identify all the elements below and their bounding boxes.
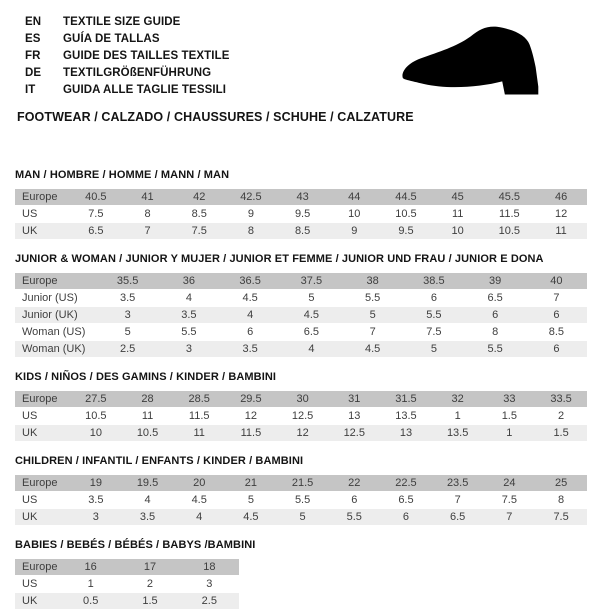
row-label: US	[22, 494, 38, 506]
row-label: US	[22, 410, 38, 422]
size-cell: 4.5	[281, 307, 342, 323]
size-section	[15, 455, 587, 526]
size-cell: 4.5	[225, 509, 277, 525]
row-label: Europe	[15, 559, 61, 575]
size-cell: 6	[247, 326, 254, 338]
size-cell: 30	[277, 391, 329, 407]
size-cell: 7.5	[426, 326, 442, 338]
row-label: US	[22, 208, 38, 220]
size-cell: 7.5	[88, 208, 104, 220]
size-cell: 36.5	[220, 273, 281, 289]
row-label: Junior (US)	[22, 292, 78, 304]
language-text: GUÍA DE TALLAS	[63, 33, 160, 45]
size-cell: 6.5	[70, 223, 122, 239]
section-title: BABIES / BEBÉS / BÉBÉS / BABYS /BAMBINI	[15, 539, 256, 551]
size-cell: 5	[277, 509, 329, 525]
row-label: Europe	[15, 475, 70, 491]
table-row	[15, 223, 587, 239]
size-cell: 19.5	[122, 475, 174, 491]
size-cell: 33	[484, 391, 536, 407]
table-row	[15, 391, 587, 407]
size-cell: 4.5	[342, 341, 403, 357]
size-cell: 13	[380, 425, 432, 441]
row-label: Europe	[15, 273, 97, 289]
size-cell: 13	[348, 410, 361, 422]
size-cell: 3	[206, 578, 213, 590]
size-cell: 5	[308, 292, 315, 304]
size-cell: 21	[225, 475, 277, 491]
size-cell: 22	[328, 475, 380, 491]
size-cell: 1.5	[501, 410, 517, 422]
size-cell: 9.5	[380, 223, 432, 239]
language-text: GUIDE DES TAILLES TEXTILE	[63, 50, 230, 62]
size-cell: 5.5	[465, 341, 526, 357]
size-cell: 6	[380, 509, 432, 525]
size-table	[15, 272, 587, 358]
size-cell: 5.5	[294, 494, 311, 506]
size-cell: 7	[553, 292, 560, 304]
size-table	[15, 390, 587, 442]
size-cell: 2	[146, 578, 154, 590]
table-row	[15, 324, 587, 340]
size-cell: 17	[120, 559, 179, 575]
size-cell: 24	[484, 475, 536, 491]
size-cell: 37.5	[281, 273, 342, 289]
row-label: UK	[15, 509, 70, 525]
dress-shoe-icon	[393, 18, 578, 106]
size-cell: 6.5	[303, 326, 320, 338]
size-cell: 29.5	[225, 391, 277, 407]
size-table	[15, 558, 239, 610]
size-cell: 11	[141, 410, 154, 422]
size-cell: 5	[342, 307, 403, 323]
size-cell: 45.5	[484, 189, 536, 205]
size-cell: 4.5	[191, 494, 207, 506]
size-cell: 11.5	[499, 208, 520, 220]
size-cell: 6	[526, 307, 587, 323]
size-cell: 9.5	[294, 208, 311, 220]
table-row	[15, 307, 587, 323]
size-cell: 6	[351, 494, 358, 506]
language-text: TEXTILGRÖßENFÜHRUNG	[63, 67, 212, 79]
size-cell: 28.5	[173, 391, 225, 407]
size-cell: 11	[535, 223, 587, 239]
size-cell: 8.5	[548, 326, 565, 338]
size-cell: 38.5	[403, 273, 464, 289]
size-cell: 10	[70, 425, 122, 441]
size-table	[15, 188, 587, 240]
language-text: TEXTILE SIZE GUIDE	[63, 16, 181, 28]
size-cell: 39	[465, 273, 526, 289]
size-cell: 7.5	[501, 494, 517, 506]
size-cell: 7.5	[173, 223, 225, 239]
size-cell: 6	[526, 341, 587, 357]
size-cell: 7	[369, 326, 376, 338]
table-row	[15, 290, 587, 306]
size-section	[15, 169, 587, 240]
table-row	[15, 509, 587, 525]
size-cell: 16	[61, 559, 120, 575]
section-title: MAN / HOMBRE / HOMME / MANN / MAN	[15, 169, 230, 181]
size-cell: 1	[87, 578, 94, 590]
size-cell: 10.5	[484, 223, 536, 239]
size-cell: 4	[144, 494, 151, 506]
size-cell: 1	[454, 410, 461, 422]
size-cell: 40.5	[70, 189, 122, 205]
row-label: Europe	[15, 391, 70, 407]
size-cell: 27.5	[70, 391, 122, 407]
size-cell: 8.5	[277, 223, 329, 239]
size-cell: 12.5	[328, 425, 380, 441]
size-cell: 18	[180, 559, 239, 575]
size-cell: 6.5	[432, 509, 484, 525]
size-cell: 7	[484, 509, 536, 525]
size-cell: 7	[454, 494, 461, 506]
size-cell: 3.5	[122, 509, 174, 525]
language-code: EN	[25, 16, 42, 28]
size-cell: 11	[451, 208, 464, 220]
size-tables	[15, 169, 587, 610]
size-cell: 44.5	[380, 189, 432, 205]
size-cell: 42.5	[225, 189, 277, 205]
size-cell: 33.5	[535, 391, 587, 407]
size-cell: 5.5	[403, 307, 464, 323]
table-row	[15, 425, 587, 441]
size-cell: 5.5	[364, 292, 381, 304]
size-cell: 9	[247, 208, 254, 220]
size-cell: 45	[432, 189, 484, 205]
table-row	[15, 189, 587, 205]
size-cell: 3	[158, 341, 219, 357]
size-cell: 46	[535, 189, 587, 205]
row-label: Junior (UK)	[15, 307, 97, 323]
table-row	[15, 408, 587, 424]
size-cell: 8	[558, 494, 565, 506]
size-cell: 12.5	[291, 410, 314, 422]
size-cell: 3.5	[88, 494, 104, 506]
size-cell: 12	[277, 425, 329, 441]
size-cell: 6.5	[398, 494, 414, 506]
section-title: JUNIOR & WOMAN / JUNIOR Y MUJER / JUNIOR ET FEMME / JUNIOR UND FRAU / JUNIOR E DONA	[15, 253, 544, 265]
size-cell: 31	[328, 391, 380, 407]
size-cell: 4	[220, 307, 281, 323]
size-cell: 40	[526, 273, 587, 289]
row-label: UK	[15, 425, 70, 441]
size-cell: 4	[281, 341, 342, 357]
table-row	[15, 341, 587, 357]
size-cell: 31.5	[380, 391, 432, 407]
table-row	[15, 206, 587, 222]
size-cell: 19	[70, 475, 122, 491]
table-row	[15, 576, 239, 592]
size-section	[15, 539, 587, 610]
size-cell: 25	[535, 475, 587, 491]
section-title: KIDS / NIÑOS / DES GAMINS / KINDER / BAMBINI	[15, 371, 277, 383]
size-cell: 42	[173, 189, 225, 205]
size-cell: 22.5	[380, 475, 432, 491]
size-cell: 41	[122, 189, 174, 205]
size-cell: 28	[122, 391, 174, 407]
size-cell: 5	[124, 326, 131, 338]
size-cell: 3	[97, 307, 158, 323]
size-cell: 2.5	[97, 341, 158, 357]
size-cell: 23.5	[432, 475, 484, 491]
section-title: CHILDREN / INFANTIL / ENFANTS / KINDER / BAMBINI	[15, 455, 304, 467]
size-cell: 8.5	[191, 208, 207, 220]
language-code: IT	[25, 84, 36, 96]
size-cell: 3.5	[158, 307, 219, 323]
size-cell: 1	[484, 425, 536, 441]
size-cell: 2.5	[180, 593, 239, 609]
size-cell: 8	[492, 326, 499, 338]
size-section	[15, 253, 587, 358]
size-cell: 36	[158, 273, 219, 289]
table-row	[15, 475, 587, 491]
size-cell: 0.5	[61, 593, 120, 609]
size-section	[15, 371, 587, 442]
size-cell: 2	[558, 410, 565, 422]
row-label: Europe	[15, 189, 70, 205]
language-code: ES	[25, 33, 41, 45]
size-cell: 11	[173, 425, 225, 441]
size-table	[15, 474, 587, 526]
size-cell: 3.5	[119, 292, 136, 304]
size-cell: 10.5	[395, 208, 417, 220]
size-cell: 10.5	[85, 410, 107, 422]
row-label: US	[22, 578, 38, 590]
size-cell: 6	[465, 307, 526, 323]
size-cell: 12	[554, 208, 568, 220]
row-label: Woman (US)	[22, 326, 86, 338]
size-cell: 3	[70, 509, 122, 525]
table-row	[15, 559, 239, 575]
size-cell: 21.5	[277, 475, 329, 491]
table-row	[15, 492, 587, 508]
language-code: DE	[25, 67, 42, 79]
size-cell: 5	[403, 341, 464, 357]
size-cell: 32	[432, 391, 484, 407]
size-cell: 3.5	[220, 341, 281, 357]
size-cell: 8	[144, 208, 151, 220]
row-label: Woman (UK)	[15, 341, 97, 357]
size-cell: 38	[342, 273, 403, 289]
size-cell: 5.5	[328, 509, 380, 525]
size-cell: 1.5	[535, 425, 587, 441]
table-row	[15, 273, 587, 289]
size-cell: 7.5	[535, 509, 587, 525]
size-cell: 4.5	[242, 292, 258, 304]
size-cell: 4	[173, 509, 225, 525]
size-cell: 4	[185, 292, 192, 304]
size-cell: 44	[328, 189, 380, 205]
size-cell: 6.5	[487, 292, 503, 304]
size-cell: 13.5	[432, 425, 484, 441]
size-cell: 6	[430, 292, 437, 304]
size-cell: 9	[328, 223, 380, 239]
size-cell: 35.5	[97, 273, 158, 289]
size-cell: 10.5	[122, 425, 174, 441]
size-cell: 12	[244, 410, 258, 422]
size-cell: 7	[122, 223, 174, 239]
language-code: FR	[25, 50, 41, 62]
row-label: UK	[15, 593, 61, 609]
language-text: GUIDA ALLE TAGLIE TESSILI	[63, 84, 227, 96]
size-cell: 8	[225, 223, 277, 239]
size-cell: 10	[348, 208, 361, 220]
size-cell: 1.5	[120, 593, 179, 609]
table-row	[15, 593, 239, 609]
size-cell: 5	[247, 494, 254, 506]
size-cell: 5.5	[181, 326, 197, 338]
size-cell: 11.5	[225, 425, 277, 441]
size-cell: 11.5	[188, 410, 210, 422]
size-cell: 20	[173, 475, 225, 491]
row-label: UK	[15, 223, 70, 239]
category-line: FOOTWEAR / CALZADO / CHAUSSURES / SCHUHE / CALZATURE	[17, 110, 414, 124]
size-cell: 43	[277, 189, 329, 205]
size-cell: 13.5	[395, 410, 417, 422]
size-cell: 10	[432, 223, 484, 239]
